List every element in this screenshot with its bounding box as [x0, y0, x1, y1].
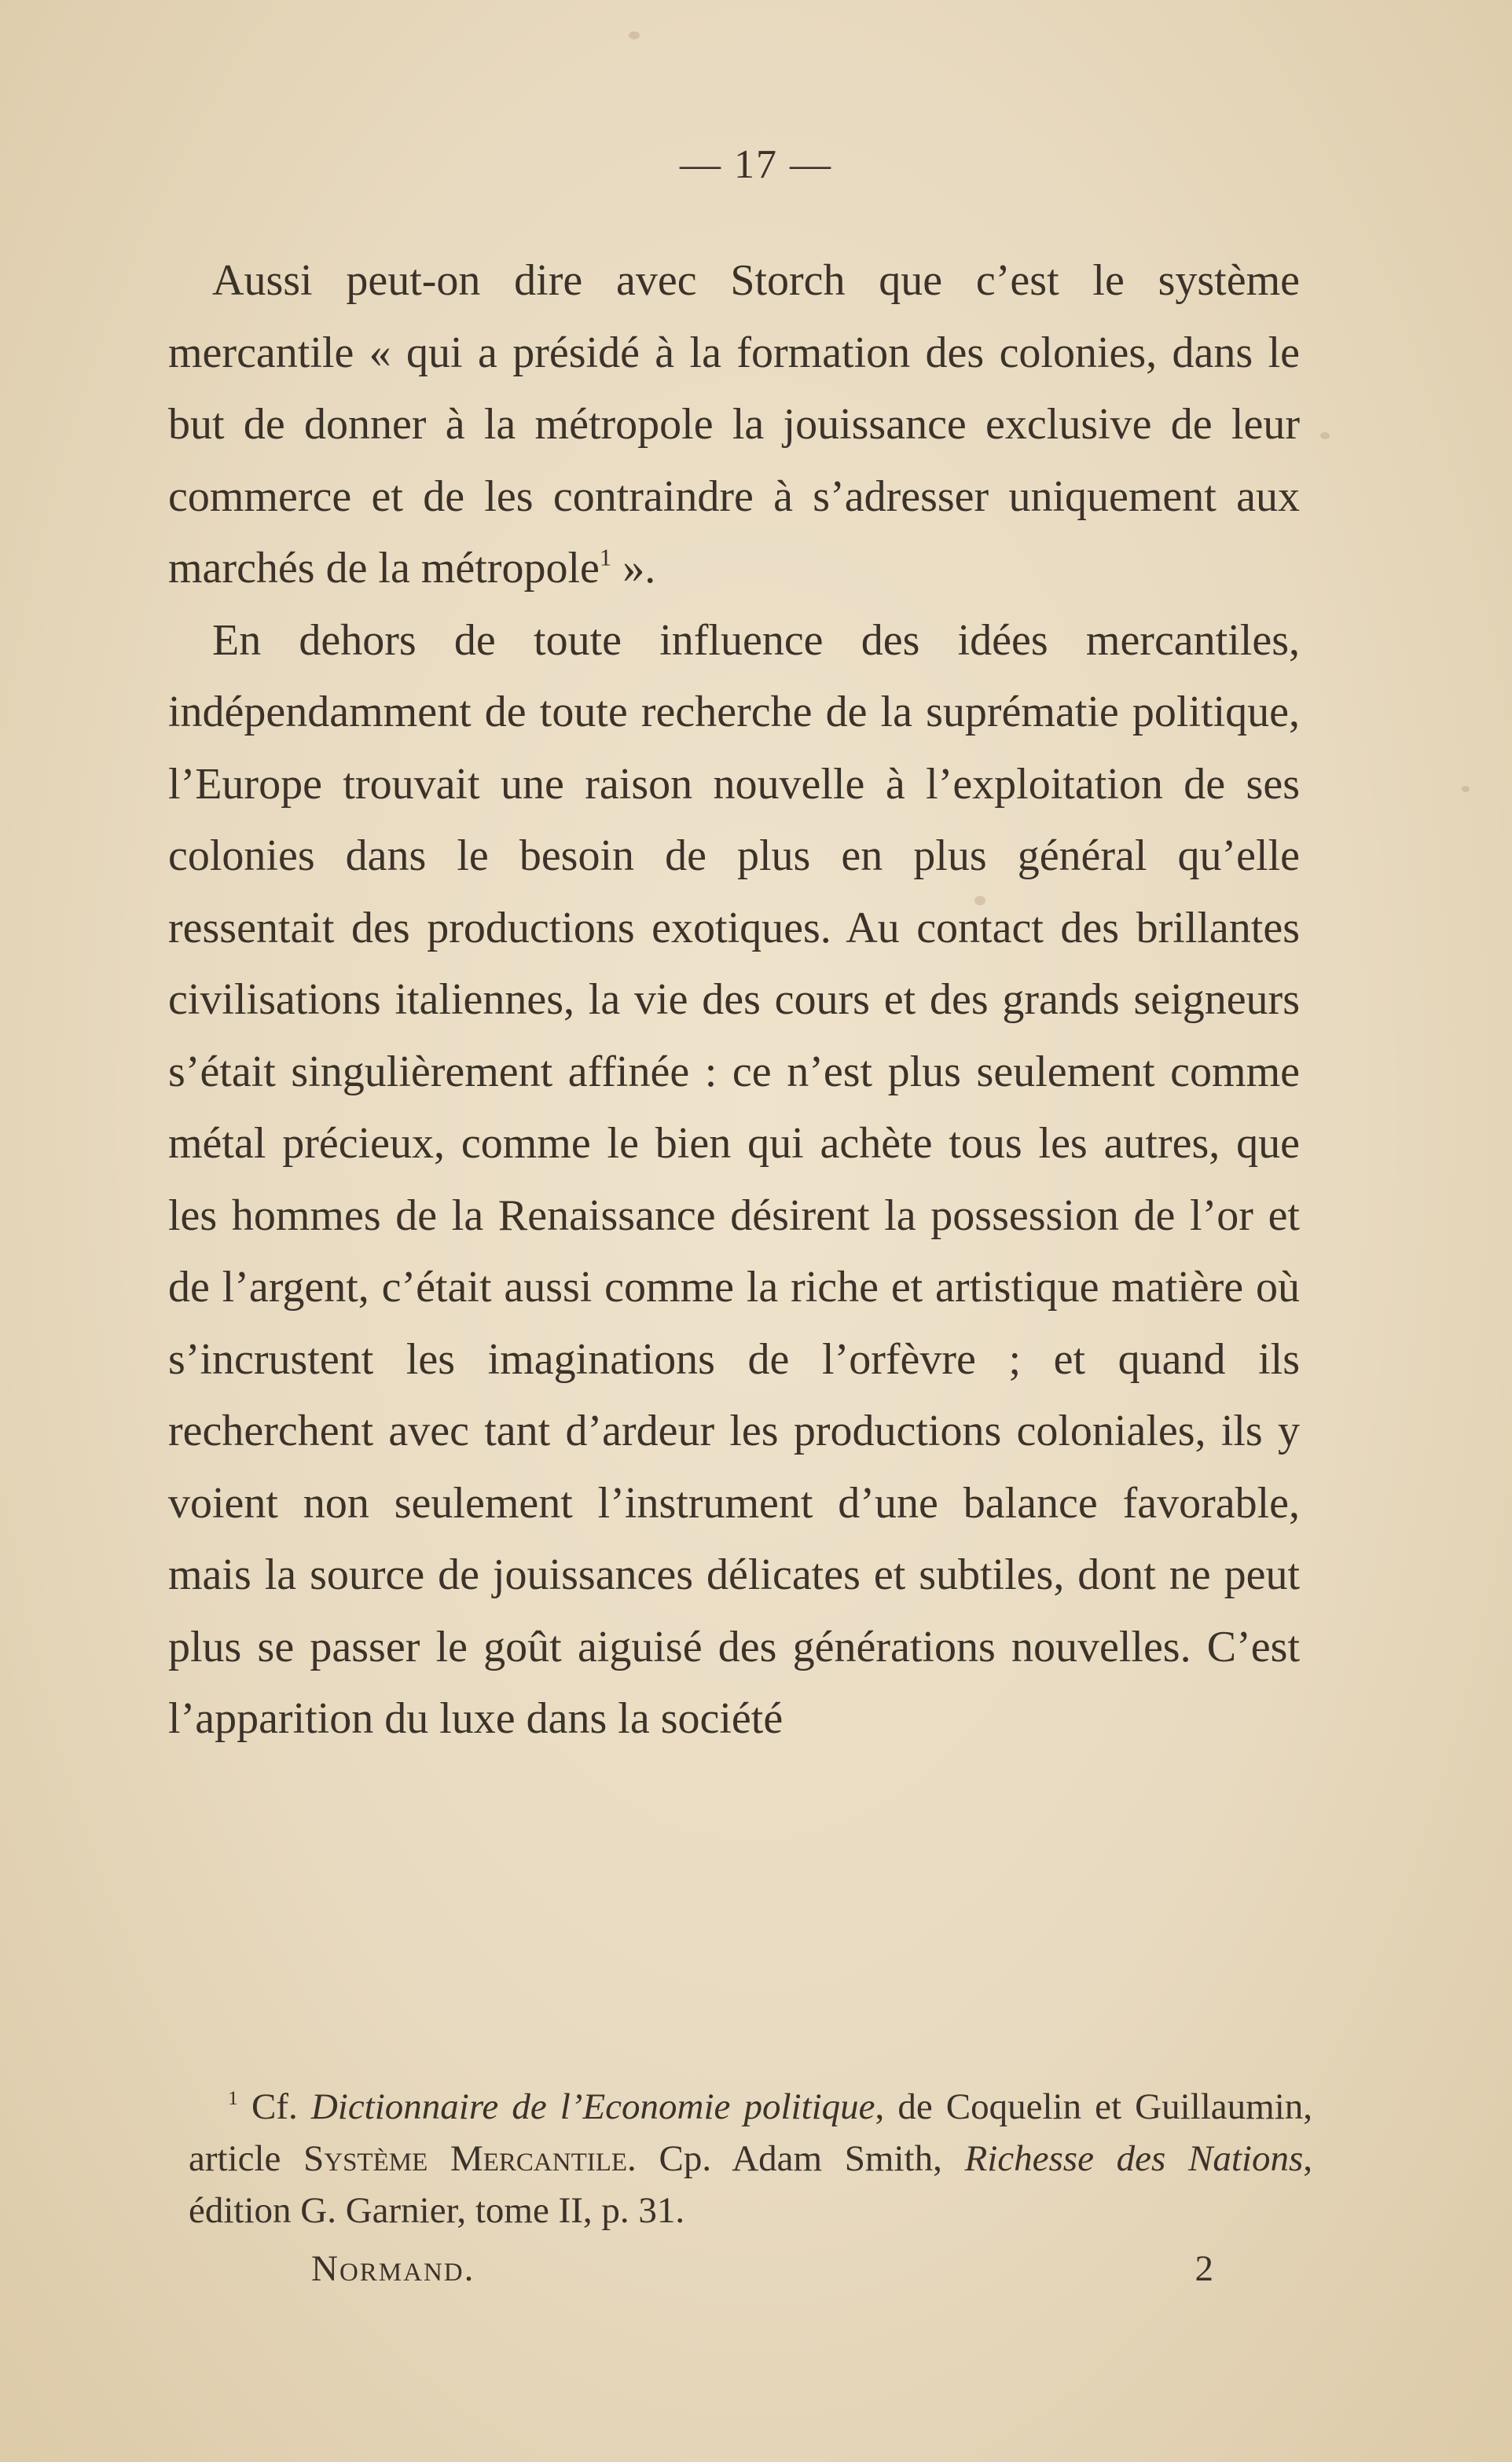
- footnote-prefix: Cf.: [237, 2086, 311, 2127]
- footnote-middle-1: , de Coquelin et Guillaumin, article: [189, 2086, 1313, 2179]
- footnote-text: [189, 2081, 1312, 2236]
- printer-signature: [311, 2247, 1215, 2290]
- footnote-reference: 1: [599, 544, 612, 571]
- paper-spot: [1320, 432, 1330, 439]
- paper-spot: [629, 31, 640, 39]
- page-number: — 17 —: [680, 142, 832, 187]
- footnote: [189, 2081, 1312, 2236]
- paragraph: [168, 245, 1300, 605]
- paragraph: En dehors de toute influence des idées mercantiles, indépendamment de toute recherche de la suprématie politique, l’Europe trouvait une raison nouvelle à l’exploitation de ses colonies dans le besoin de plus en plus général qu’elle ressentait des productions exotiques. Au contact des brillantes civilisations italiennes, la vie des cours et des grands seigneurs s’était singulièrement affinée : ce n’est plus seulement comme métal précieux, comme le bien qui achète tous les autres, que les hommes de la Renaissance désirent la possession de l’or et de l’argent, c’était aussi comme la riche et artistique matière où s’incrustent les imaginations de l’orfèvre ; et quand ils recherchent avec tant d’ardeur les productions coloniales, ils y voient non seulement l’instrument d’une balance favorable, mais la source de jouissances délicates et subtiles, dont ne peut plus se passer le goût aiguisé des générations nouvelles. C’est l’apparition du luxe dans la société: [168, 615, 1300, 1743]
- paper-spot: [1462, 786, 1470, 792]
- footnote-title-1: Dictionnaire de l’Economie politique: [310, 2086, 875, 2127]
- footnote-middle-2: . Cp. Adam Smith,: [627, 2138, 965, 2179]
- signature-sheet-number: 2: [1195, 2248, 1215, 2289]
- footnote-title-2: Richesse des Nations: [964, 2138, 1304, 2179]
- paragraph-1-text: Aussi peut-on dire avec Storch que c’est le système mercantile « qui a présidé à la formation des colonies, dans le but de donner à la métropole la jouissance exclusive de leur commerce et de les contraindre à s’adresser uniquement aux marchés de la métropole: [168, 256, 1300, 593]
- main-text: [168, 245, 1300, 1756]
- footnote-end: , édition G. Garnier, tome II, p. 31.: [189, 2138, 1312, 2231]
- signature-author: Normand.: [311, 2248, 475, 2289]
- footnote-article: Système Mercantile: [303, 2138, 628, 2179]
- footnote-marker: 1: [228, 2086, 238, 2109]
- paragraph-1-end: ».: [611, 544, 656, 593]
